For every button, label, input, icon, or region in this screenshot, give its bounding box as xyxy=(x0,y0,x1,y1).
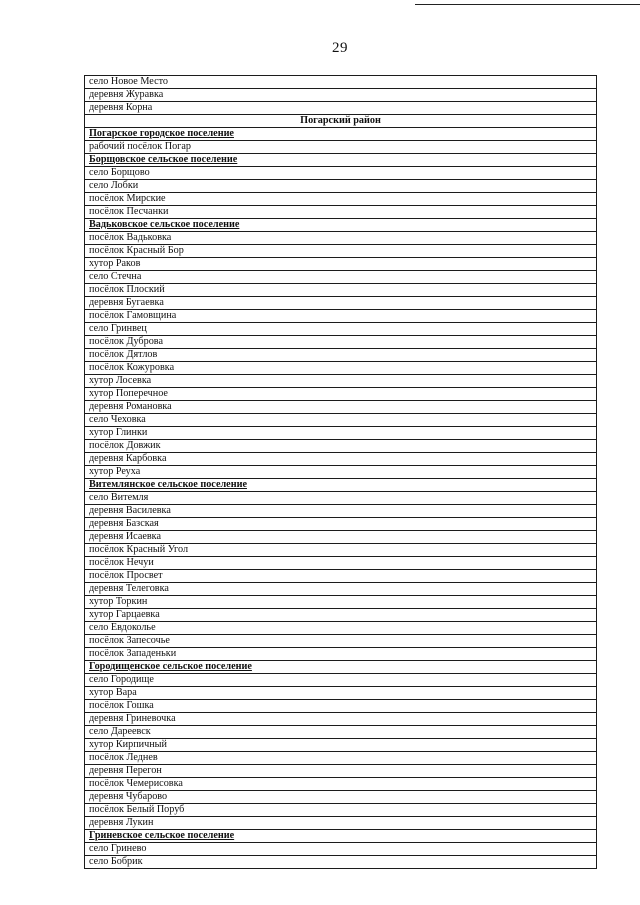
locality-row xyxy=(85,102,597,115)
locality-row xyxy=(85,505,597,518)
page-number: 29 xyxy=(332,40,348,56)
locality-name: посёлок Красный Угол xyxy=(85,544,597,557)
locality-name: село Гринево xyxy=(85,843,597,856)
locality-name: посёлок Красный Бор xyxy=(85,245,597,258)
locality-name: хутор Поперечное xyxy=(85,388,597,401)
locality-name: хутор Торкин xyxy=(85,596,597,609)
locality-row xyxy=(85,76,597,89)
locality-name: рабочий посёлок Погар xyxy=(85,141,597,154)
locality-name: хутор Раков xyxy=(85,258,597,271)
locality-name: деревня Исаевка xyxy=(85,531,597,544)
locality-row xyxy=(85,856,597,869)
locality-row xyxy=(85,440,597,453)
locality-name: посёлок Мирские xyxy=(85,193,597,206)
locality-name: хутор Реуха xyxy=(85,466,597,479)
locality-row xyxy=(85,765,597,778)
district-name: Погарский район xyxy=(85,115,597,128)
locality-row xyxy=(85,570,597,583)
locality-name: посёлок Чемерисовка xyxy=(85,778,597,791)
locality-row xyxy=(85,245,597,258)
locality-name: хутор Гарцаевка xyxy=(85,609,597,622)
settlement-heading-row xyxy=(85,128,597,141)
locality-row xyxy=(85,453,597,466)
settlement-heading-row xyxy=(85,661,597,674)
locality-row xyxy=(85,232,597,245)
locality-name: село Борщово xyxy=(85,167,597,180)
locality-row xyxy=(85,726,597,739)
settlement-heading-row xyxy=(85,479,597,492)
locality-row xyxy=(85,544,597,557)
locality-row xyxy=(85,557,597,570)
locality-row xyxy=(85,817,597,830)
settlement-heading-row xyxy=(85,830,597,843)
locality-row xyxy=(85,843,597,856)
locality-row xyxy=(85,414,597,427)
settlement-name: Городищенское сельское поселение xyxy=(85,661,597,674)
locality-row xyxy=(85,193,597,206)
locality-name: деревня Гриневочка xyxy=(85,713,597,726)
settlement-name: Борщовское сельское поселение xyxy=(85,154,597,167)
locality-name: посёлок Гамовщина xyxy=(85,310,597,323)
locality-name: деревня Лукин xyxy=(85,817,597,830)
locality-name: село Стечна xyxy=(85,271,597,284)
locality-name: хутор Вара xyxy=(85,687,597,700)
locality-name: село Дареевск xyxy=(85,726,597,739)
locality-row xyxy=(85,635,597,648)
locality-row xyxy=(85,388,597,401)
locality-row xyxy=(85,466,597,479)
locality-name: хутор Глинки xyxy=(85,427,597,440)
locality-row xyxy=(85,752,597,765)
locality-name: деревня Романовка xyxy=(85,401,597,414)
district-heading-row xyxy=(85,115,597,128)
locality-name: посёлок Дуброва xyxy=(85,336,597,349)
settlement-heading-row xyxy=(85,219,597,232)
locality-name: село Бобрик xyxy=(85,856,597,869)
locality-row xyxy=(85,297,597,310)
locality-row xyxy=(85,427,597,440)
settlement-name: Витемлянское сельское поселение xyxy=(85,479,597,492)
settlements-table-body xyxy=(85,76,597,869)
locality-row xyxy=(85,89,597,102)
settlement-name: Вадьковское сельское поселение xyxy=(85,219,597,232)
locality-row xyxy=(85,648,597,661)
locality-name: деревня Перегон xyxy=(85,765,597,778)
locality-row xyxy=(85,609,597,622)
locality-row xyxy=(85,323,597,336)
locality-name: посёлок Белый Поруб xyxy=(85,804,597,817)
locality-row xyxy=(85,596,597,609)
locality-row xyxy=(85,687,597,700)
locality-name: село Витемля xyxy=(85,492,597,505)
locality-name: посёлок Запесочье xyxy=(85,635,597,648)
locality-name: село Лобки xyxy=(85,180,597,193)
locality-row xyxy=(85,310,597,323)
locality-row xyxy=(85,362,597,375)
locality-row xyxy=(85,700,597,713)
locality-row xyxy=(85,713,597,726)
locality-name: хутор Кирпичный xyxy=(85,739,597,752)
settlements-table xyxy=(84,75,597,869)
settlement-heading-row xyxy=(85,154,597,167)
locality-row xyxy=(85,531,597,544)
locality-name: посёлок Западеньки xyxy=(85,648,597,661)
locality-name: деревня Бугаевка xyxy=(85,297,597,310)
locality-name: деревня Василевка xyxy=(85,505,597,518)
locality-name: село Городище xyxy=(85,674,597,687)
locality-name: село Новое Место xyxy=(85,76,597,89)
locality-name: деревня Корна xyxy=(85,102,597,115)
locality-name: посёлок Дятлов xyxy=(85,349,597,362)
locality-name: посёлок Просвет xyxy=(85,570,597,583)
locality-name: деревня Чубарово xyxy=(85,791,597,804)
locality-name: посёлок Плоский xyxy=(85,284,597,297)
locality-name: село Чеховка xyxy=(85,414,597,427)
settlement-name: Погарское городское поселение xyxy=(85,128,597,141)
locality-name: хутор Лосевка xyxy=(85,375,597,388)
locality-row xyxy=(85,167,597,180)
locality-row xyxy=(85,622,597,635)
locality-name: посёлок Леднев xyxy=(85,752,597,765)
locality-row xyxy=(85,258,597,271)
locality-row xyxy=(85,739,597,752)
locality-row xyxy=(85,583,597,596)
locality-row xyxy=(85,336,597,349)
locality-name: посёлок Вадьковка xyxy=(85,232,597,245)
locality-row xyxy=(85,271,597,284)
locality-name: посёлок Нечуи xyxy=(85,557,597,570)
locality-row xyxy=(85,804,597,817)
locality-row xyxy=(85,492,597,505)
locality-name: село Евдоколье xyxy=(85,622,597,635)
locality-name: село Гринвец xyxy=(85,323,597,336)
locality-row xyxy=(85,206,597,219)
locality-name: деревня Базская xyxy=(85,518,597,531)
locality-name: посёлок Песчанки xyxy=(85,206,597,219)
locality-row xyxy=(85,778,597,791)
locality-name: деревня Журавка xyxy=(85,89,597,102)
locality-row xyxy=(85,180,597,193)
settlement-name: Гриневское сельское поселение xyxy=(85,830,597,843)
locality-row xyxy=(85,674,597,687)
locality-row xyxy=(85,401,597,414)
locality-row xyxy=(85,141,597,154)
locality-row xyxy=(85,349,597,362)
locality-name: деревня Карбовка xyxy=(85,453,597,466)
locality-row xyxy=(85,375,597,388)
locality-row xyxy=(85,518,597,531)
locality-name: посёлок Кожуровка xyxy=(85,362,597,375)
locality-name: деревня Телеговка xyxy=(85,583,597,596)
locality-name: посёлок Гошка xyxy=(85,700,597,713)
locality-name: посёлок Довжик xyxy=(85,440,597,453)
locality-row xyxy=(85,791,597,804)
top-rule xyxy=(415,4,640,5)
locality-row xyxy=(85,284,597,297)
